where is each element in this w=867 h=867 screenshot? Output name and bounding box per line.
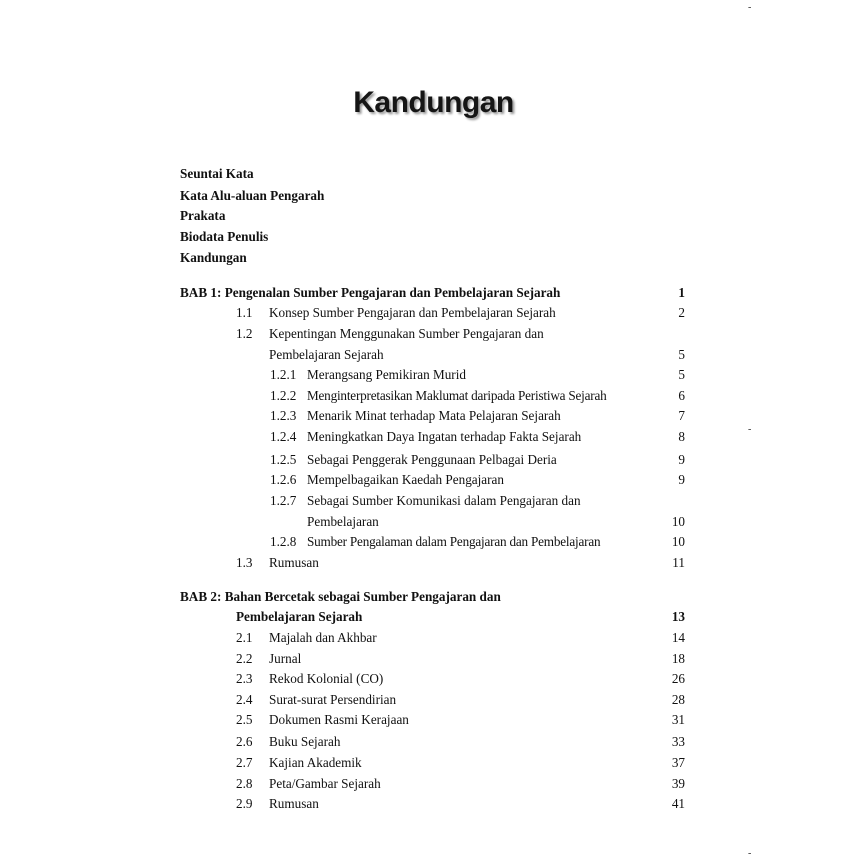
entry-number: 1.2.2 [270,388,297,403]
entry-text: Sebagai Penggerak Penggunaan Pelbagai Deria [307,452,557,467]
chapter-heading: BAB 1: Pengenalan Sumber Pengajaran dan Pembelajaran Sejarah [180,285,561,300]
entry-number: 1.2.8 [270,534,297,549]
entry-text: Dokumen Rasmi Kerajaan [269,712,409,727]
entry-text: Rumusan [269,555,319,570]
entry-text: Sebagai Sumber Komunikasi dalam Pengajaran dan [307,493,581,508]
chapter-heading: BAB 2: Bahan Bercetak sebagai Sumber Pengajaran dan [180,589,501,604]
front-matter-item: Seuntai Kata [180,166,254,181]
page-number: 9 [678,452,685,467]
entry-text: Menarik Minat terhadap Mata Pelajaran Sejarah [307,408,561,423]
entry-text: Rumusan [269,796,319,811]
page-number: 26 [671,671,685,686]
page-number: 1 [678,285,685,300]
entry-number: 2.4 [236,692,253,707]
entry-number: 2.9 [236,796,253,811]
page-number: 10 [671,534,685,549]
page-number: 10 [671,514,685,529]
entry-number: 1.2.4 [270,429,297,444]
front-matter-item: Kata Alu-aluan Pengarah [180,188,325,203]
page-number: 5 [678,347,685,362]
entry-number: 2.8 [236,776,253,791]
page-number: 2 [678,305,685,320]
scan-mark: - [748,848,752,859]
page-number: 13 [671,609,685,624]
entry-number: 1.2.3 [270,408,297,423]
entry-number: 2.2 [236,651,253,666]
entry-number: 1.1 [236,305,253,320]
entry-number: 2.3 [236,671,253,686]
entry-number: 2.6 [236,734,253,749]
entry-text: Merangsang Pemikiran Murid [307,367,466,382]
entry-text: Jurnal [269,651,302,666]
page-number: 31 [671,712,685,727]
entry-text: Kepentingan Menggunakan Sumber Pengajaran dan [269,326,544,341]
page-number: 11 [672,555,685,570]
entry-number: 1.2.7 [270,493,297,508]
entry-number: 2.5 [236,712,253,727]
entry-text: Menginterpretasikan Maklumat daripada Peristiwa Sejarah [307,388,607,403]
entry-text-continued: Pembelajaran [307,514,379,529]
entry-number: 1.2.1 [270,367,297,382]
scan-mark: - [748,2,752,13]
entry-number: 1.2.6 [270,472,297,487]
page-number: 18 [671,651,685,666]
entry-text: Peta/Gambar Sejarah [269,776,381,791]
page-number: 5 [678,367,685,382]
page-number: 7 [678,408,685,423]
entry-number: 2.7 [236,755,253,770]
entry-text: Rekod Kolonial (CO) [269,671,384,686]
page-number: 28 [671,692,685,707]
entry-number: 1.2 [236,326,253,341]
entry-text: Buku Sejarah [269,734,341,749]
front-matter-item: Kandungan [180,250,247,265]
entry-text-continued: Pembelajaran Sejarah [269,347,384,362]
page-number: 33 [671,734,685,749]
page-number: 41 [671,796,685,811]
page-number: 6 [678,388,685,403]
front-matter-item: Prakata [180,208,226,223]
entry-text: Sumber Pengalaman dalam Pengajaran dan Pembelajaran [307,534,601,549]
scan-mark: - [748,424,752,435]
entry-text: Meningkatkan Daya Ingatan terhadap Fakta Sejarah [307,429,582,444]
page-number: 9 [678,472,685,487]
entry-text: Kajian Akademik [269,755,362,770]
page-number: 39 [671,776,685,791]
page-number: 8 [678,429,685,444]
entry-number: 1.3 [236,555,253,570]
entry-number: 2.1 [236,630,253,645]
page-number: 14 [671,630,685,645]
entry-text: Surat-surat Persendirian [269,692,397,707]
entry-number: 1.2.5 [270,452,297,467]
entry-text: Mempelbagaikan Kaedah Pengajaran [307,472,504,487]
front-matter-item: Biodata Penulis [180,229,269,244]
entry-text: Konsep Sumber Pengajaran dan Pembelajaran Sejarah [269,305,556,320]
chapter-heading-continued: Pembelajaran Sejarah [236,609,363,624]
entry-text: Majalah dan Akhbar [269,630,377,645]
page-number: 37 [671,755,685,770]
page-title: Kandungan [353,86,514,119]
